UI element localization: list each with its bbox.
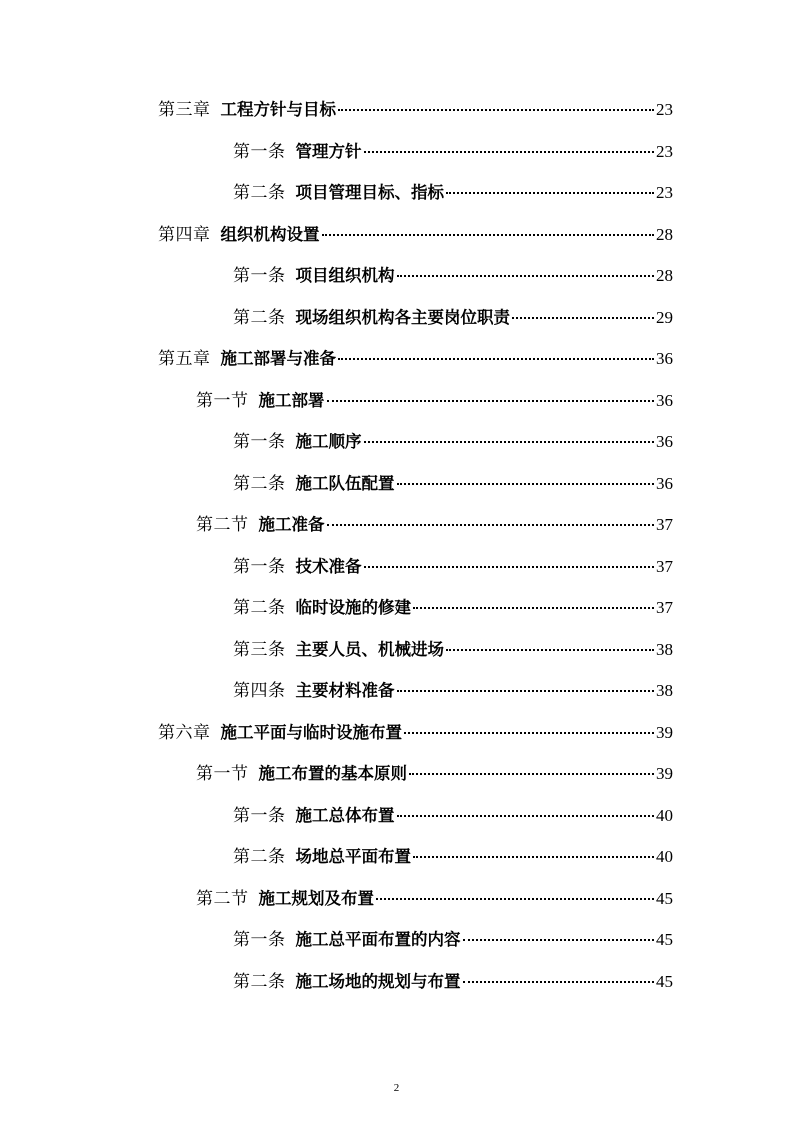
toc-entry-page: 28 (656, 225, 673, 244)
toc-entry-title: 主要人员、机械进场 (295, 640, 444, 659)
toc-entry-article[interactable] (233, 303, 673, 333)
toc-entry-title: 施工顺序 (295, 432, 362, 451)
dot-leader (397, 275, 655, 277)
dot-leader (463, 981, 655, 983)
toc-entry-number: 第二条 (233, 598, 286, 618)
toc-entry-article[interactable] (233, 137, 673, 167)
dot-leader (397, 815, 655, 817)
toc-entry-section[interactable] (196, 510, 673, 540)
toc-entry-article[interactable] (233, 427, 673, 457)
toc-entry-page: 36 (656, 474, 673, 493)
toc-entry-article[interactable] (233, 178, 673, 208)
toc-entry-number: 第五章 (158, 349, 211, 369)
dot-leader (413, 856, 654, 858)
toc-entry-article[interactable] (233, 676, 673, 706)
toc-entry-article[interactable] (233, 842, 673, 872)
toc-entry-title: 施工部署 (258, 391, 325, 410)
toc-entry-section[interactable] (196, 386, 673, 416)
toc-entry-page: 38 (656, 681, 673, 700)
toc-entry-article[interactable] (233, 552, 673, 582)
dot-leader (364, 566, 655, 568)
toc-entry-page: 40 (656, 847, 673, 866)
toc-entry-number: 第一条 (233, 557, 286, 577)
toc-entry-title: 主要材料准备 (295, 681, 395, 700)
toc-entry-article[interactable] (233, 261, 673, 291)
toc-entry-number: 第二条 (233, 972, 286, 992)
toc-entry-page: 45 (656, 972, 673, 991)
toc-entry-page: 38 (656, 640, 673, 659)
toc-entry-page: 28 (656, 266, 673, 285)
toc-entry-number: 第三条 (233, 640, 286, 660)
toc-entry-number: 第一条 (233, 806, 286, 826)
dot-leader (364, 441, 655, 443)
toc-entry-title: 项目组织机构 (295, 266, 395, 285)
toc-entry-page: 36 (656, 391, 673, 410)
page-number: 2 (393, 1082, 400, 1094)
toc-entry-page: 45 (656, 930, 673, 949)
dot-leader (413, 607, 654, 609)
toc-entry-chapter-4[interactable] (158, 220, 673, 250)
toc-entry-number: 第一节 (196, 391, 249, 411)
toc-entry-page: 37 (656, 515, 673, 534)
toc-entry-title: 场地总平面布置 (295, 847, 411, 866)
toc-entry-page: 39 (656, 764, 673, 783)
toc-entry-number: 第四条 (233, 681, 286, 701)
toc-entry-title: 项目管理目标、指标 (295, 183, 444, 202)
dot-leader (327, 524, 655, 526)
dot-leader (463, 939, 655, 941)
toc-entry-number: 第二节 (196, 889, 249, 909)
toc-entry-number: 第一条 (233, 142, 286, 162)
toc-entry-number: 第四章 (158, 225, 211, 245)
toc-entry-article[interactable] (233, 801, 673, 831)
dot-leader (338, 109, 654, 111)
toc-entry-number: 第一条 (233, 432, 286, 452)
toc-entry-page: 37 (656, 557, 673, 576)
dot-leader (322, 234, 655, 236)
toc-entry-title: 施工总体布置 (295, 806, 395, 825)
toc-entry-article[interactable] (233, 925, 673, 955)
toc-entry-title: 管理方针 (295, 142, 362, 161)
toc-entry-number: 第三章 (158, 100, 211, 120)
toc-entry-article[interactable] (233, 967, 673, 997)
dot-leader (446, 649, 654, 651)
toc-entry-page: 36 (656, 432, 673, 451)
dot-leader (404, 732, 654, 734)
toc-entry-title: 组织机构设置 (220, 225, 320, 244)
toc-entry-number: 第二条 (233, 847, 286, 867)
toc-entry-number: 第一条 (233, 266, 286, 286)
toc-entry-chapter-5[interactable] (158, 344, 673, 374)
toc-entry-chapter-6[interactable] (158, 718, 673, 748)
toc-entry-chapter-3[interactable] (158, 95, 673, 125)
toc-entry-title: 施工总平面布置的内容 (295, 930, 461, 949)
dot-leader (512, 317, 654, 319)
toc-entry-title: 施工平面与临时设施布置 (220, 723, 402, 742)
toc-entry-number: 第一节 (196, 764, 249, 784)
toc-entry-article[interactable] (233, 469, 673, 499)
dot-leader (338, 358, 654, 360)
toc-entry-title: 施工布置的基本原则 (258, 764, 407, 783)
toc-entry-title: 技术准备 (295, 557, 362, 576)
toc-entry-number: 第二条 (233, 474, 286, 494)
toc-entry-title: 施工场地的规划与布置 (295, 972, 461, 991)
toc-entry-page: 40 (656, 806, 673, 825)
toc-entry-title: 现场组织机构各主要岗位职责 (295, 308, 510, 327)
toc-entry-number: 第二条 (233, 308, 286, 328)
toc-entry-number: 第二节 (196, 515, 249, 535)
toc-entry-section[interactable] (196, 759, 673, 789)
toc-entry-page: 29 (656, 308, 673, 327)
dot-leader (364, 151, 655, 153)
dot-leader (409, 773, 654, 775)
dot-leader (397, 690, 655, 692)
toc-entry-title: 工程方针与目标 (220, 100, 336, 119)
toc-entry-article[interactable] (233, 593, 673, 623)
toc-entry-title: 施工规划及布置 (258, 889, 374, 908)
toc-entry-page: 23 (656, 142, 673, 161)
toc-entry-number: 第二条 (233, 183, 286, 203)
dot-leader (376, 898, 654, 900)
toc-entry-title: 临时设施的修建 (295, 598, 411, 617)
toc-entry-title: 施工准备 (258, 515, 325, 534)
toc-entry-page: 36 (656, 349, 673, 368)
dot-leader (327, 400, 655, 402)
toc-entry-title: 施工部署与准备 (220, 349, 336, 368)
toc-entry-number: 第一条 (233, 930, 286, 950)
dot-leader (397, 483, 655, 485)
toc-entry-number: 第六章 (158, 723, 211, 743)
toc-entry-page: 45 (656, 889, 673, 908)
toc-entry-page: 37 (656, 598, 673, 617)
toc-entry-page: 23 (656, 100, 673, 119)
toc-entry-title: 施工队伍配置 (295, 474, 395, 493)
dot-leader (446, 192, 654, 194)
toc-entry-section[interactable] (196, 884, 673, 914)
toc-entry-page: 39 (656, 723, 673, 742)
toc-entry-article[interactable] (233, 635, 673, 665)
toc-entry-page: 23 (656, 183, 673, 202)
